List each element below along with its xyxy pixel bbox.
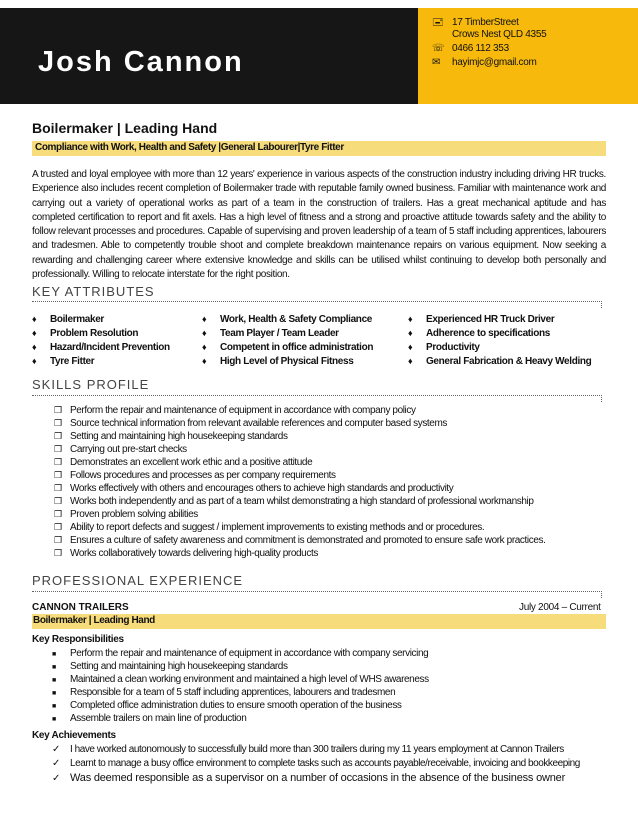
list-item: ♦ Problem Resolution — [32, 328, 139, 339]
section-heading-skills: SKILLS PROFILE — [32, 377, 150, 392]
list-item: ♦ Competent in office administration — [202, 342, 374, 353]
diamond-bullet-icon: ♦ — [202, 356, 207, 366]
checkbox-bullet-icon: ❒ — [54, 444, 62, 454]
diamond-bullet-icon: ♦ — [32, 314, 37, 324]
list-item: ♦ Boilermaker — [32, 314, 104, 325]
section-divider — [32, 301, 602, 302]
list-item: ■ Completed office administration duties to ensure smooth operation of the business — [52, 700, 402, 711]
list-item: ♦ Work, Health & Safety Compliance — [202, 314, 372, 325]
role-title: Boilermaker | Leading Hand — [33, 615, 155, 626]
list-item: ■ Perform the repair and maintenance of equipment in accordance with company servicing — [52, 648, 429, 659]
list-item: ♦ General Fabrication & Heavy Welding — [408, 356, 592, 367]
diamond-bullet-icon: ♦ — [408, 342, 413, 352]
diamond-bullet-icon: ♦ — [408, 314, 413, 324]
checkbox-bullet-icon: ❒ — [54, 535, 62, 545]
list-item: ❒ Works collaboratively towards delivering high-quality products — [54, 548, 318, 559]
checkbox-bullet-icon: ❒ — [54, 418, 62, 428]
career-summary: A trusted and loyal employee with more than 12 years' experience in various aspects of the construction industry including driving HR trucks. Experience also includes recent completion of Boilermaker trade with reputable family owned business. Familiar with maintenance work and carrying out a variety of operational works as part of a team in the construction of trailers. Has a great mechanical aptitude and has completed certification to report and fit axels. Has a high level of fitness and a strong and proactive attitude towards safety and the ability to follow relevant processes and procedures. Capable of supervising and proven leadership of a team of 5 staff including apprentices, labourers and tradesmen. Able to competently trouble shoot and complete breakdown maintenance repairs on various equipment. Now seeking a rewarding and challenging career where extensive knowledge and skills can be utilised whilst continuing to develop both personally and professionally. Willing to relocate interstate for the right position. — [32, 169, 606, 281]
checkbox-bullet-icon: ❒ — [54, 405, 62, 415]
diamond-bullet-icon: ♦ — [32, 356, 37, 366]
list-item: ♦ Hazard/Incident Prevention — [32, 342, 170, 353]
mail-pointer-icon: ✉ — [432, 57, 441, 68]
employment-dates: July 2004 – Current — [519, 602, 601, 613]
list-item: ❒ Works both independently and as part of a team whilst demonstrating a high standard of professional workmanship — [54, 496, 534, 507]
list-item: ✓ Learnt to manage a busy office environment to complete tasks such as accounts payable/receivable, invoicing and bookkeeping — [52, 758, 580, 769]
telephone-icon: ☏ — [432, 43, 445, 54]
square-bullet-icon: ■ — [52, 677, 56, 684]
checkbox-bullet-icon: ❒ — [54, 483, 62, 493]
achievements-heading: Key Achievements — [32, 730, 116, 741]
section-divider — [32, 395, 602, 396]
attributes-column-1 — [32, 312, 170, 368]
checkbox-bullet-icon: ❒ — [54, 509, 62, 519]
mailbox-icon: 🖃 — [432, 17, 444, 28]
attributes-column-3 — [408, 312, 591, 368]
diamond-bullet-icon: ♦ — [202, 342, 207, 352]
contact-band — [418, 8, 638, 104]
list-item: ❒ Demonstrates an excellent work ethic and a positive attitude — [54, 457, 313, 468]
square-bullet-icon: ■ — [52, 664, 56, 671]
name-band — [0, 8, 418, 104]
list-item: ❒ Setting and maintaining high housekeeping standards — [54, 431, 288, 442]
diamond-bullet-icon: ♦ — [408, 356, 413, 366]
job-title: Boilermaker | Leading Hand — [32, 120, 218, 136]
contact-address-line-2: Crows Nest QLD 4355 — [452, 29, 547, 40]
checkbox-bullet-icon: ❒ — [54, 548, 62, 558]
section-divider — [32, 591, 602, 592]
checkbox-bullet-icon: ❒ — [54, 457, 62, 467]
square-bullet-icon: ■ — [52, 651, 56, 658]
checkbox-bullet-icon: ❒ — [54, 496, 62, 506]
list-item: ♦ Productivity — [408, 342, 480, 353]
list-item: ❒ Carrying out pre-start checks — [54, 444, 187, 455]
contact-email: ✉ hayimjc@gmail.com — [432, 57, 537, 68]
list-item: ❒ Source technical information from relevant available references and computer based systems — [54, 418, 447, 429]
job-subtitle: Compliance with Work, Health and Safety |General Labourer|Tyre Fitter — [35, 142, 344, 153]
list-item: ❒ Perform the repair and maintenance of equipment in accordance with company policy — [54, 405, 416, 416]
list-item: ■ Responsible for a team of 5 staff including apprentices, labourers and tradesmen — [52, 687, 396, 698]
list-item: ❒ Works effectively with others and encourages others to achieve high standards and productivity — [54, 483, 454, 494]
list-item: ❒ Ability to report defects and suggest / implement improvements to existing methods and or procedures. — [54, 522, 485, 533]
section-heading-attributes: KEY ATTRIBUTES — [32, 284, 155, 299]
checkbox-bullet-icon: ❒ — [54, 522, 62, 532]
company-name: CANNON TRAILERS — [32, 602, 129, 613]
list-item: ■ Maintained a clean working environment and maintained a high level of WHS awareness — [52, 674, 429, 685]
candidate-name: Josh Cannon — [38, 46, 244, 78]
list-item: ■ Setting and maintaining high housekeeping standards — [52, 661, 288, 672]
square-bullet-icon: ■ — [52, 703, 56, 710]
list-item: ♦ Adherence to specifications — [408, 328, 550, 339]
list-item: ❒ Proven problem solving abilities — [54, 509, 198, 520]
checkmark-icon: ✓ — [52, 744, 60, 755]
contact-phone: ☏ 0466 112 353 — [432, 43, 509, 54]
diamond-bullet-icon: ♦ — [408, 328, 413, 338]
attributes-column-2 — [202, 312, 373, 368]
checkmark-icon: ✓ — [52, 758, 60, 769]
list-item: ♦ Tyre Fitter — [32, 356, 95, 367]
square-bullet-icon: ■ — [52, 716, 56, 723]
checkmark-icon: ✓ — [52, 773, 61, 784]
responsibilities-heading: Key Responsibilities — [32, 634, 124, 645]
diamond-bullet-icon: ♦ — [32, 328, 37, 338]
section-heading-experience: PROFESSIONAL EXPERIENCE — [32, 573, 244, 588]
resume-header — [0, 0, 638, 106]
contact-address-line-1: 🖃 17 TimberStreet — [432, 15, 519, 32]
list-item: ♦ Experienced HR Truck Driver — [408, 314, 555, 325]
checkbox-bullet-icon: ❒ — [54, 431, 62, 441]
achievements-list — [52, 743, 580, 785]
role-highlight — [32, 614, 606, 629]
list-item: ■ Assemble trailers on main line of production — [52, 713, 247, 724]
list-item: ♦ Team Player / Team Leader — [202, 328, 339, 339]
list-item: ✓ Was deemed responsible as a supervisor on a number of occasions in the absence of the business owner — [52, 772, 566, 784]
diamond-bullet-icon: ♦ — [202, 328, 207, 338]
list-item: ❒ Follows procedures and processes as per company requirements — [54, 470, 336, 481]
list-item: ♦ High Level of Physical Fitness — [202, 356, 354, 367]
skills-list — [54, 404, 545, 560]
diamond-bullet-icon: ♦ — [32, 342, 37, 352]
diamond-bullet-icon: ♦ — [202, 314, 207, 324]
list-item: ✓ I have worked autonomously to successfully build more than 300 trailers during my 11 years employment at Cannon Trailers — [52, 744, 564, 755]
subtitle-highlight — [32, 141, 606, 156]
checkbox-bullet-icon: ❒ — [54, 470, 62, 480]
responsibilities-list — [52, 647, 429, 725]
list-item: ❒ Ensures a culture of safety awareness and commitment is demonstrated and promoted to ensure safe work practices. — [54, 535, 546, 546]
square-bullet-icon: ■ — [52, 690, 56, 697]
